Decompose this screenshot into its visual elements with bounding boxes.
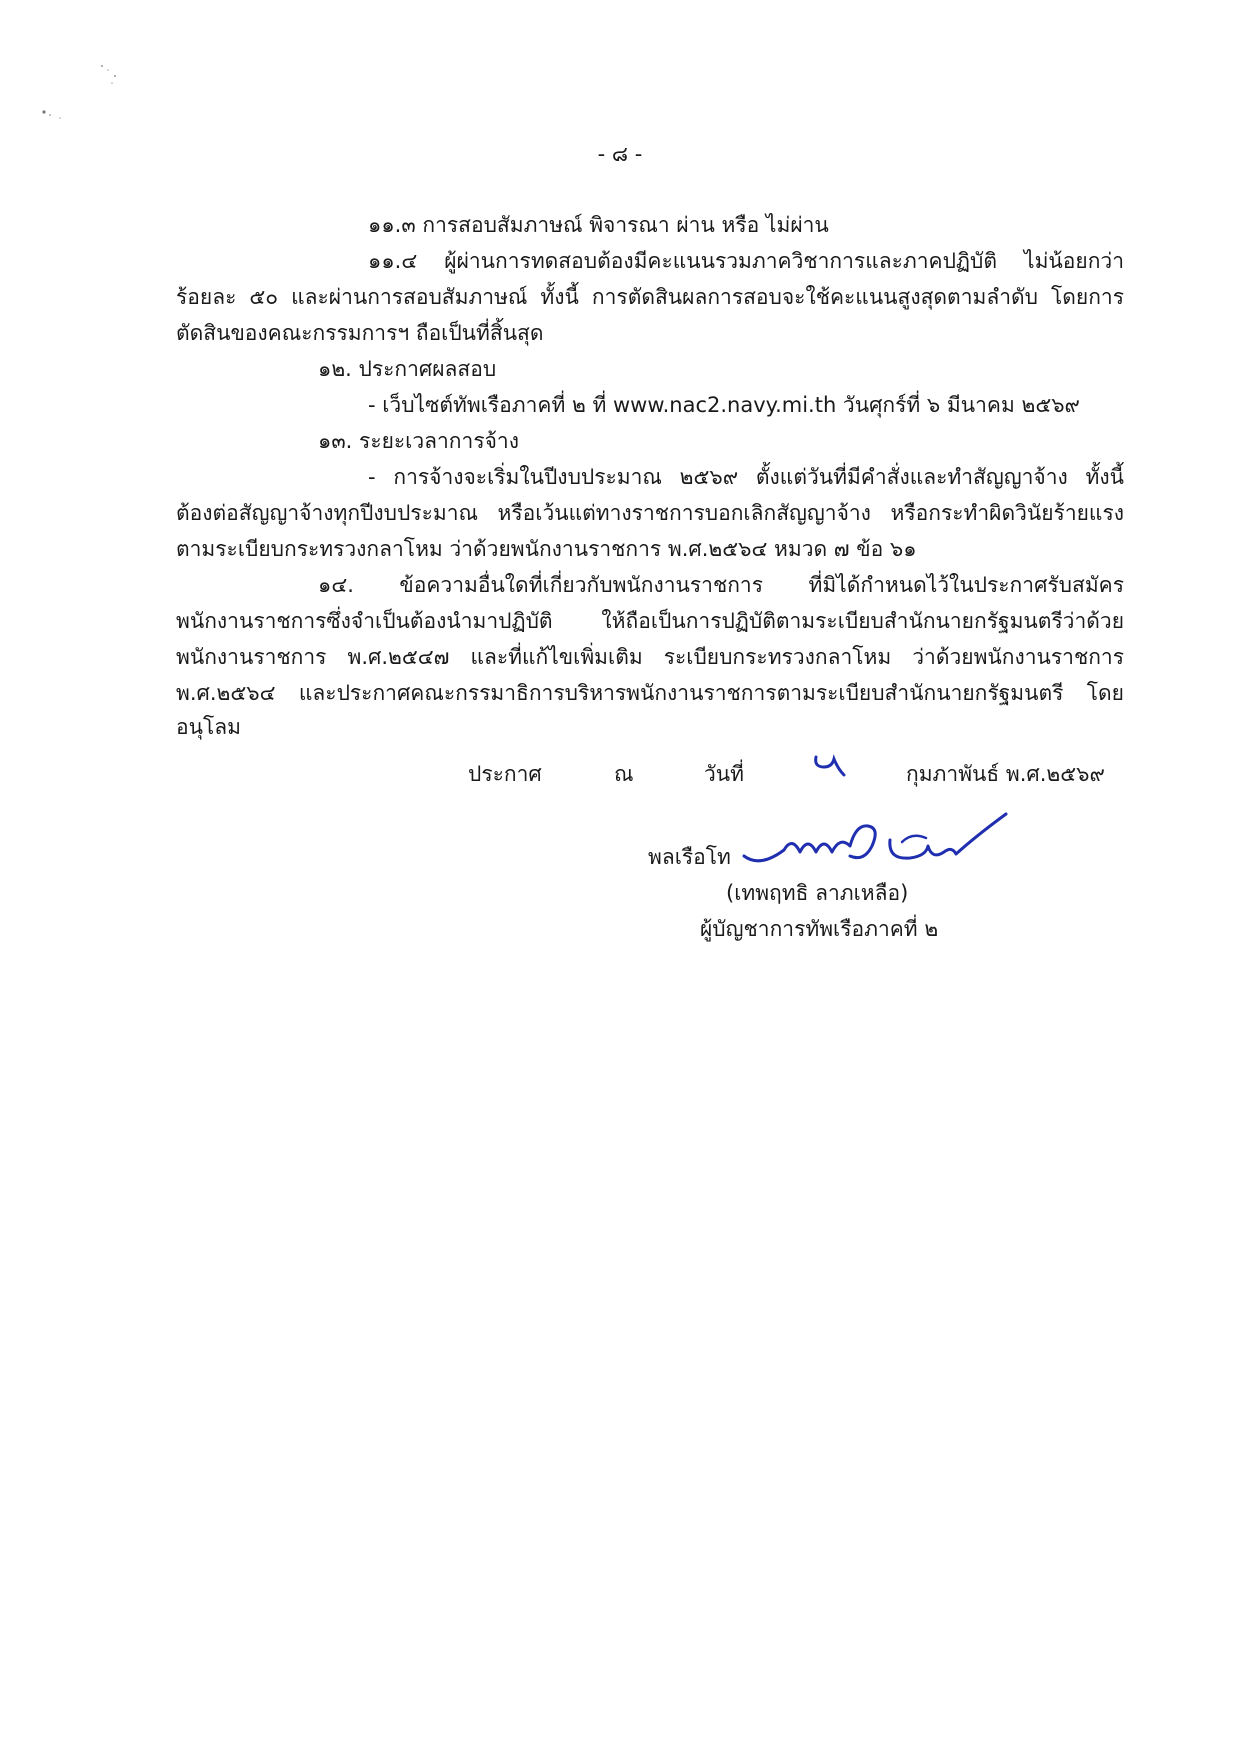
signer-rank: พลเรือโท	[648, 845, 731, 869]
signer-position: ผู้บัญชาการทัพเรือภาคที่ ๒	[700, 917, 939, 941]
clause-13-heading: ๑๓. ระยะเวลาการจ้าง	[318, 429, 519, 453]
clause-13-line-2: ต้องต่อสัญญาจ้างทุกปีงบประมาณ หรือเว้นแต่ทางราชการบอกเลิกสัญญาจ้าง หรือกระทำผิดวินัยร้ายแรง	[176, 501, 1124, 525]
clause-11-3: ๑๑.๓ การสอบสัมภาษณ์ พิจารณา ผ่าน หรือ ไม่ผ่าน	[368, 213, 829, 237]
clause-13-line-3: ตามระเบียบกระทรวงกลาโหม ว่าด้วยพนักงานราชการ พ.ศ.๒๕๖๔ หมวด ๗ ข้อ ๖๑	[176, 537, 917, 561]
month-year: กุมภาพันธ์ พ.ศ.๒๕๖๙	[906, 762, 1105, 786]
clause-12-heading: ๑๒. ประกาศผลสอบ	[318, 357, 497, 381]
announcement-date	[468, 758, 1128, 798]
clause-14-line-3: พนักงานราชการ พ.ศ.๒๕๔๗ และที่แก้ไขเพิ่มเติม ระเบียบกระทรวงกลาโหม ว่าด้วยพนักงานราชการ	[176, 645, 1124, 669]
clause-11-4-line-1: ๑๑.๔ ผู้ผ่านการทดสอบต้องมีคะแนนรวมภาควิชาการและภาคปฏิบัติ ไม่น้อยกว่า	[368, 249, 1124, 273]
clause-13-line-1: - การจ้างจะเริ่มในปีงบประมาณ ๒๕๖๙ ตั้งแต่วันที่มีคำสั่งและทำสัญญาจ้าง ทั้งนี้	[368, 465, 1124, 489]
clause-14-line-2: พนักงานราชการซึ่งจำเป็นต้องนำมาปฏิบัติ ให้ถือเป็นการปฏิบัติตามระเบียบสำนักนายกรัฐมนตรีว่าด้วย	[176, 609, 1124, 633]
date-label: วันที่	[704, 762, 744, 786]
clause-14-line-4: พ.ศ.๒๕๖๔ และประกาศคณะกรรมาธิการบริหารพนักงานราชการตามระเบียบสำนักนายกรัฐมนตรี โดยอนุโลม	[176, 681, 1124, 739]
handwritten-day	[810, 745, 852, 785]
clause-14-line-1: ๑๔. ข้อความอื่นใดที่เกี่ยวกับพนักงานราชการ ที่มิได้กำหนดไว้ในประกาศรับสมัคร	[318, 573, 1124, 597]
clause-11-4-line-3: ตัดสินของคณะกรรมการฯ ถือเป็นที่สิ้นสุด	[176, 321, 544, 345]
signature-mark	[740, 806, 1010, 878]
clause-12-website: - เว็บไซต์ทัพเรือภาคที่ ๒ ที่ www.nac2.navy.mi.th วันศุกร์ที่ ๖ มีนาคม ๒๕๖๙	[368, 393, 1080, 417]
clause-11-4-line-2: ร้อยละ ๕๐ และผ่านการสอบสัมภาษณ์ ทั้งนี้ การตัดสินผลการสอบจะใช้คะแนนสูงสุดตามลำดับ โดยการ	[176, 285, 1124, 309]
signer-name: (เทพฤทธิ ลาภเหลือ)	[726, 881, 909, 905]
scan-specks	[38, 60, 148, 130]
at-label: ณ	[614, 762, 634, 786]
page-number: - ๘ -	[597, 142, 643, 166]
announce-label: ประกาศ	[468, 762, 542, 786]
